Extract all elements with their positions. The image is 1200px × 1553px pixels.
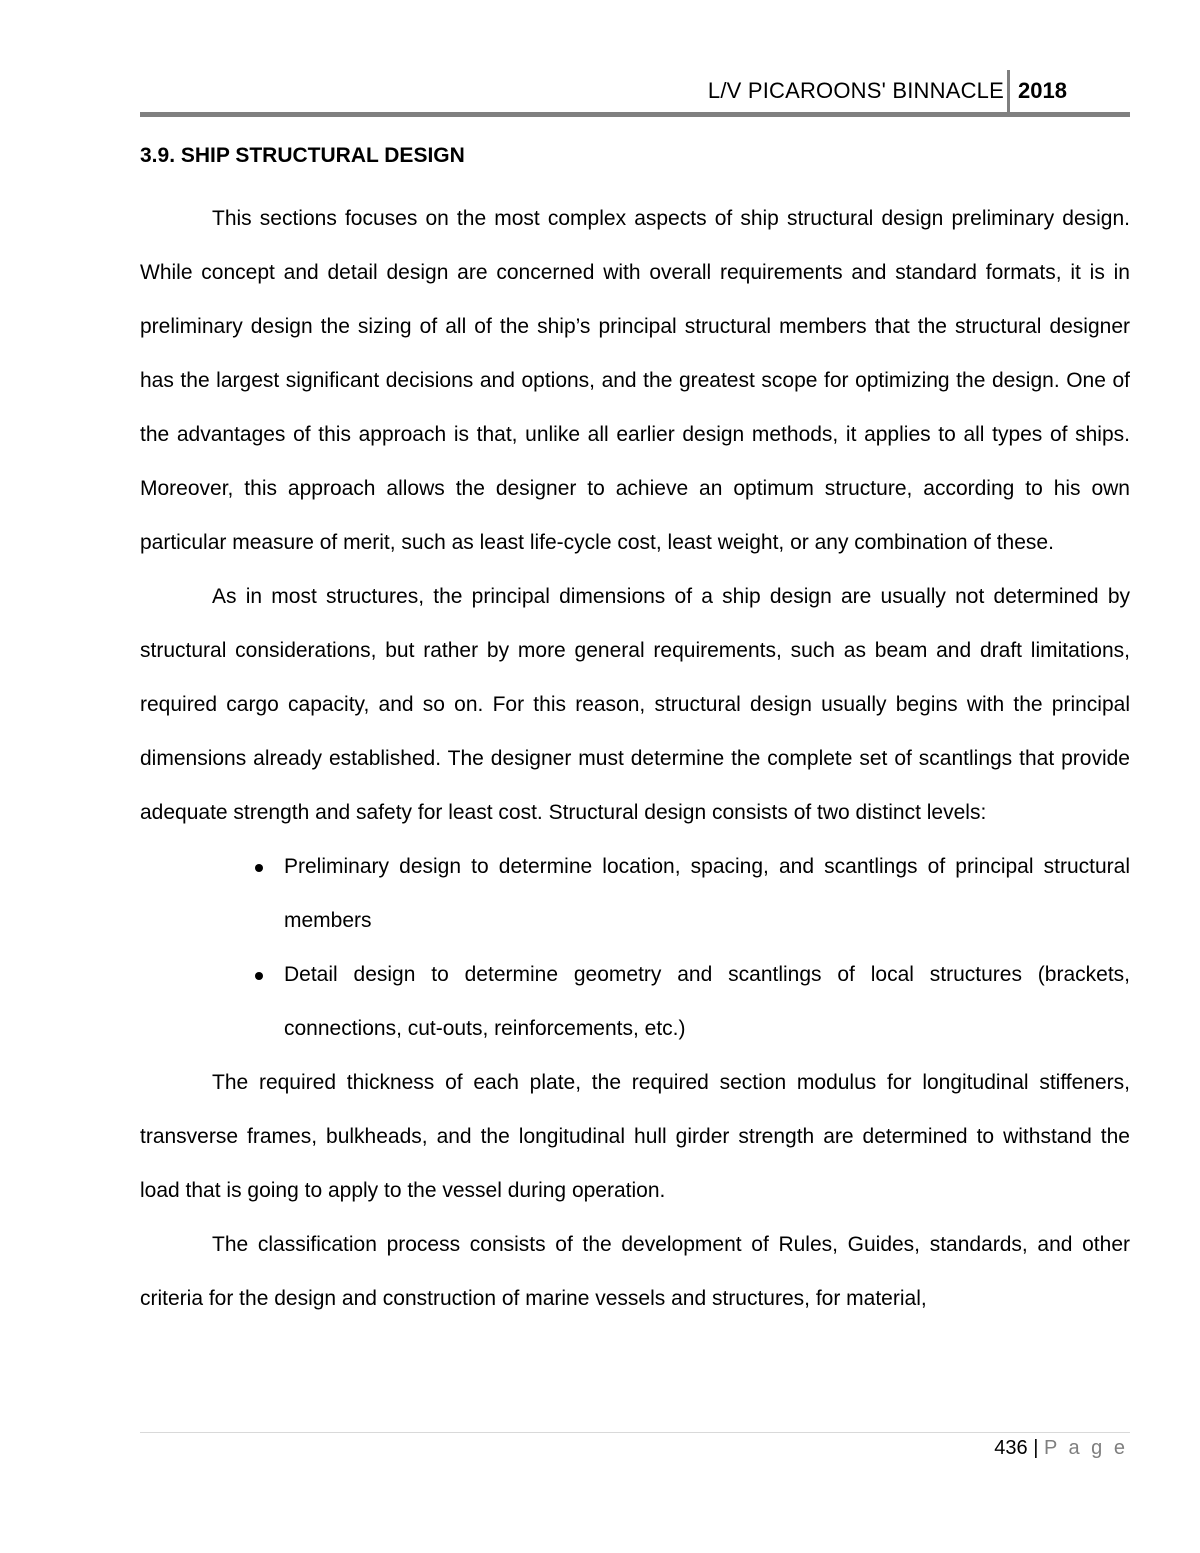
section-title: 3.9. SHIP STRUCTURAL DESIGN — [140, 144, 465, 167]
page-footer — [994, 1437, 1128, 1460]
page-body — [140, 138, 1130, 1326]
page-header — [140, 70, 1130, 118]
footer-separator: | — [1033, 1437, 1039, 1459]
list-item — [284, 840, 1130, 948]
header-year: 2018 — [1018, 78, 1067, 103]
paragraph-classification: The classification process consists of the development of Rules, Guides, standards, and other criteria for the design and construction of marine vessels and structures, for material, — [140, 1233, 1130, 1310]
page-number: 436 — [994, 1437, 1028, 1459]
page-label: P a g e — [1043, 1437, 1128, 1459]
paragraph-dimensions: As in most structures, the principal dimensions of a ship design are usually not determined by structural considerations, but rather by more general requirements, such as beam and draft limitations, required cargo capacity, and so on. For this reason, structural design usually begins with the principal dimensions already established. The designer must determine the complete set of scantlings that provide adequate strength and safety for least cost. Structural design consists of two distinct levels: — [140, 585, 1130, 824]
design-levels-list — [140, 840, 1130, 1056]
footer-rule — [140, 1432, 1130, 1433]
header-divider — [1007, 70, 1010, 112]
header-title: L/V PICAROONS' BINNACLE — [707, 78, 1004, 103]
list-item — [284, 948, 1130, 1056]
bullet-icon — [255, 864, 263, 872]
bullet-icon — [255, 972, 263, 980]
list-item-text: Preliminary design to determine location, spacing, and scantlings of principal structural members — [284, 855, 1130, 932]
paragraph-intro: This sections focuses on the most complex aspects of ship structural design preliminary design. While concept and detail design are concerned with overall requirements and standard formats, it is in preliminary design the sizing of all of the ship’s principal structural members that the structural designer has the largest significant decisions and options, and the greatest scope for optimizing the design. One of the advantages of this approach is that, unlike all earlier design methods, it applies to all types of ships. Moreover, this approach allows the designer to achieve an optimum structure, according to his own particular measure of merit, such as least life-cycle cost, least weight, or any combination of these. — [140, 207, 1130, 554]
list-item-text: Detail design to determine geometry and scantlings of local structures (brackets, connections, cut-outs, reinforcements, etc.) — [284, 963, 1130, 1040]
paragraph-thickness: The required thickness of each plate, the required section modulus for longitudinal stiffeners, transverse frames, bulkheads, and the longitudinal hull girder strength are determined to withstand the load that is going to apply to the vessel during operation. — [140, 1071, 1130, 1202]
header-rule — [140, 112, 1130, 117]
